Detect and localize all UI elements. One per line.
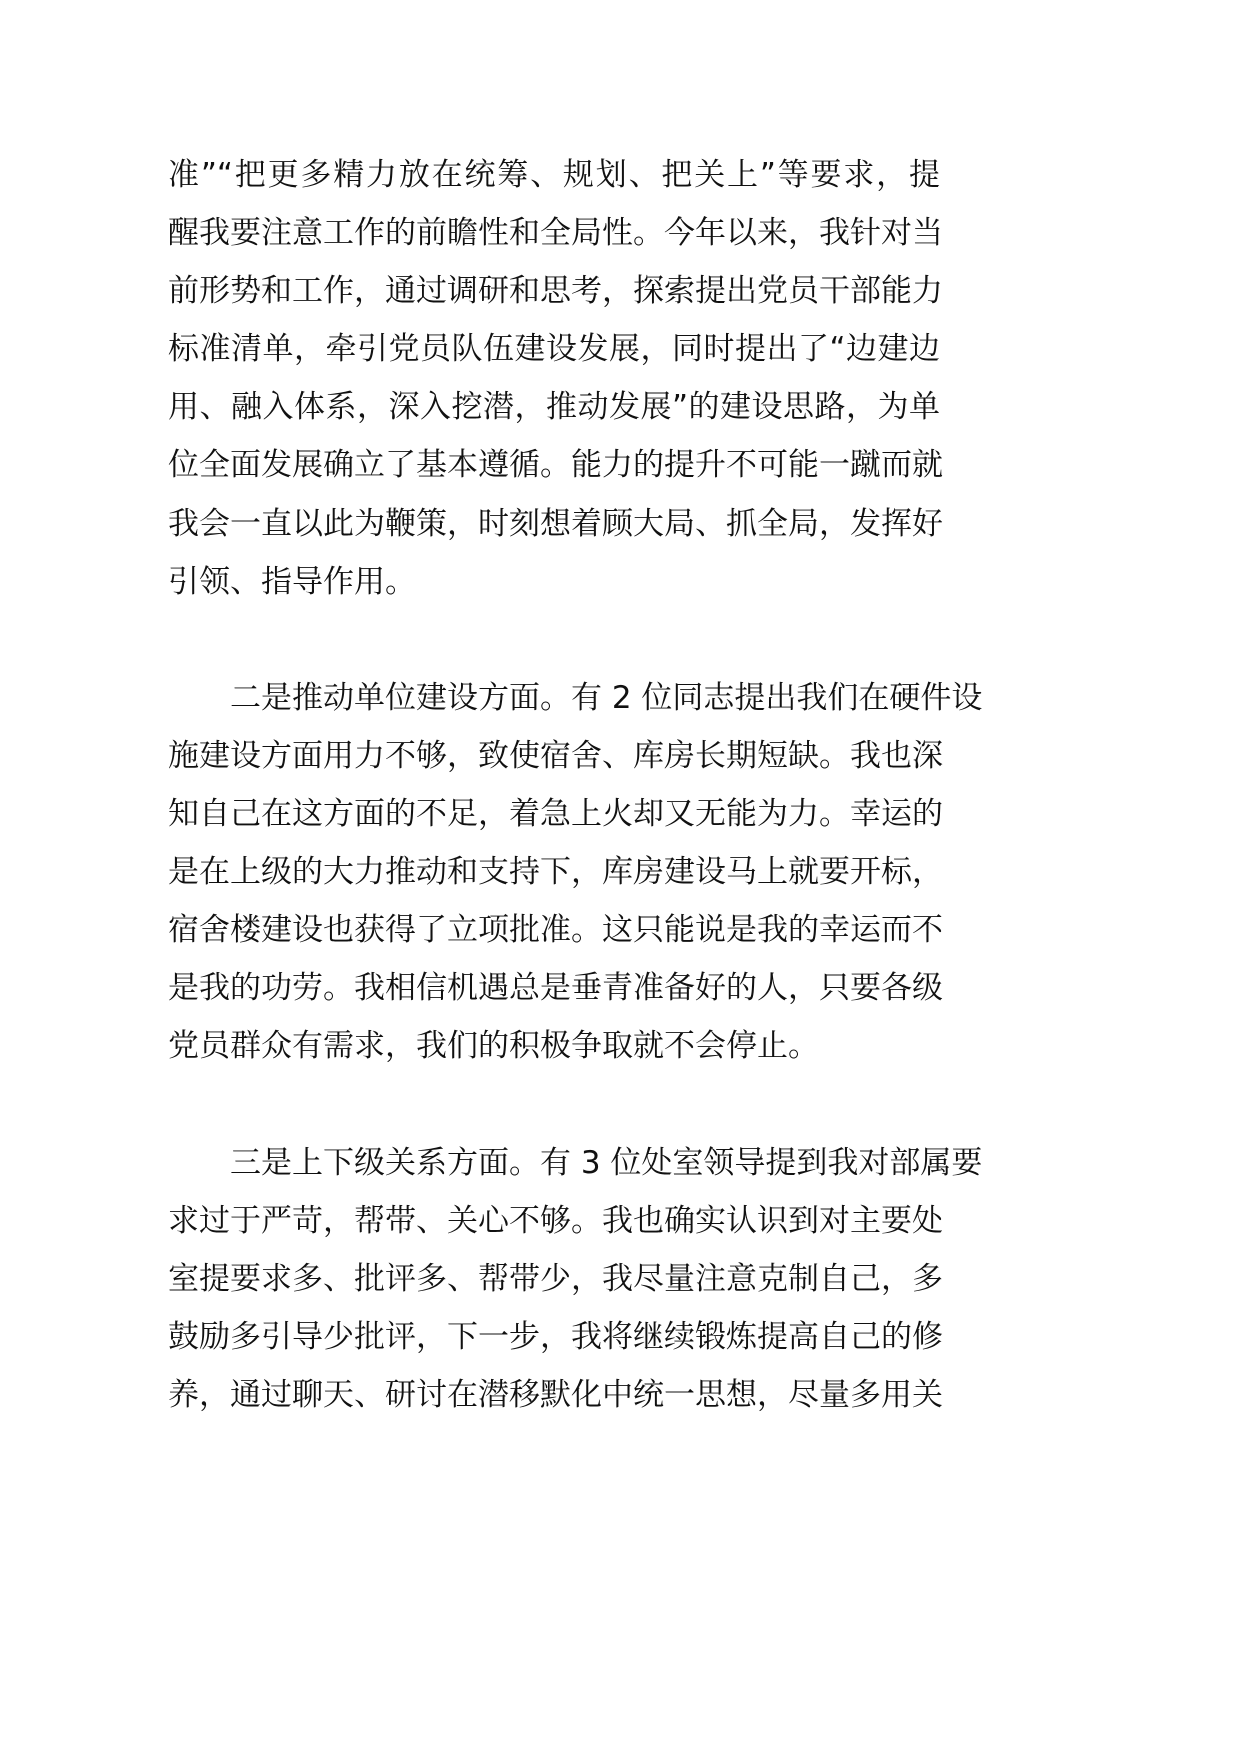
text-line: 三是上下级关系方面。有 3 位处室领导提到我对部属要 [230,1144,983,1181]
text-line: 施建设方面用力不够，致使宿舍、库房长期短缺。我也深 [168,737,943,774]
text-line: 是我的功劳。我相信机遇总是垂青准备好的人，只要各级 [168,970,943,1007]
text-line: 我会一直以此为鞭策，时刻想着顾大局、抓全局，发挥好 [168,505,943,542]
document-page [168,146,983,1424]
paragraph-spacer [168,1076,940,1134]
text-line: 党员群众有需求，我们的积极争取就不会停止。 [168,1028,819,1065]
text-line: 用、融入体系，深入挖潜，推动发展”的建设思路，为单 [168,389,940,426]
text-line: 宿舍楼建设也获得了立项批准。这只能说是我的幸运而不 [168,912,943,949]
paragraph-capability [168,146,943,611]
text-line: 是在上级的大力推动和支持下，库房建设马上就要开标， [168,854,943,891]
paragraph-unit-construction [168,669,983,1076]
text-line: 二是推动单位建设方面。有 2 位同志提出我们在硬件设 [230,679,983,716]
text-line: 前形势和工作，通过调研和思考，探索提出党员干部能力 [168,273,943,310]
text-line: 醒我要注意工作的前瞻性和全局性。今年以来，我针对当 [168,215,943,252]
text-line: 室提要求多、批评多、帮带少，我尽量注意克制自己，多 [168,1260,943,1297]
text-line: 引领、指导作用。 [168,563,416,600]
text-line: 位全面发展确立了基本遵循。能力的提升不可能一蹴而就 [168,447,943,484]
text-line: 鼓励多引导少批评，下一步，我将继续锻炼提高自己的修 [168,1318,943,1355]
text-line: 养，通过聊天、研讨在潜移默化中统一思想，尽量多用关 [168,1376,943,1413]
text-line: 标准清单，牵引党员队伍建设发展，同时提出了“边建边 [168,331,940,368]
text-line: 求过于严苛，帮带、关心不够。我也确实认识到对主要处 [168,1202,943,1239]
paragraph-spacer [168,611,940,669]
text-line: 知自己在这方面的不足，着急上火却又无能为力。幸运的 [168,796,943,833]
paragraph-superior-subordinate [168,1134,983,1424]
text-line: 准”“把更多精力放在统筹、规划、把关上”等要求，提 [168,157,940,193]
